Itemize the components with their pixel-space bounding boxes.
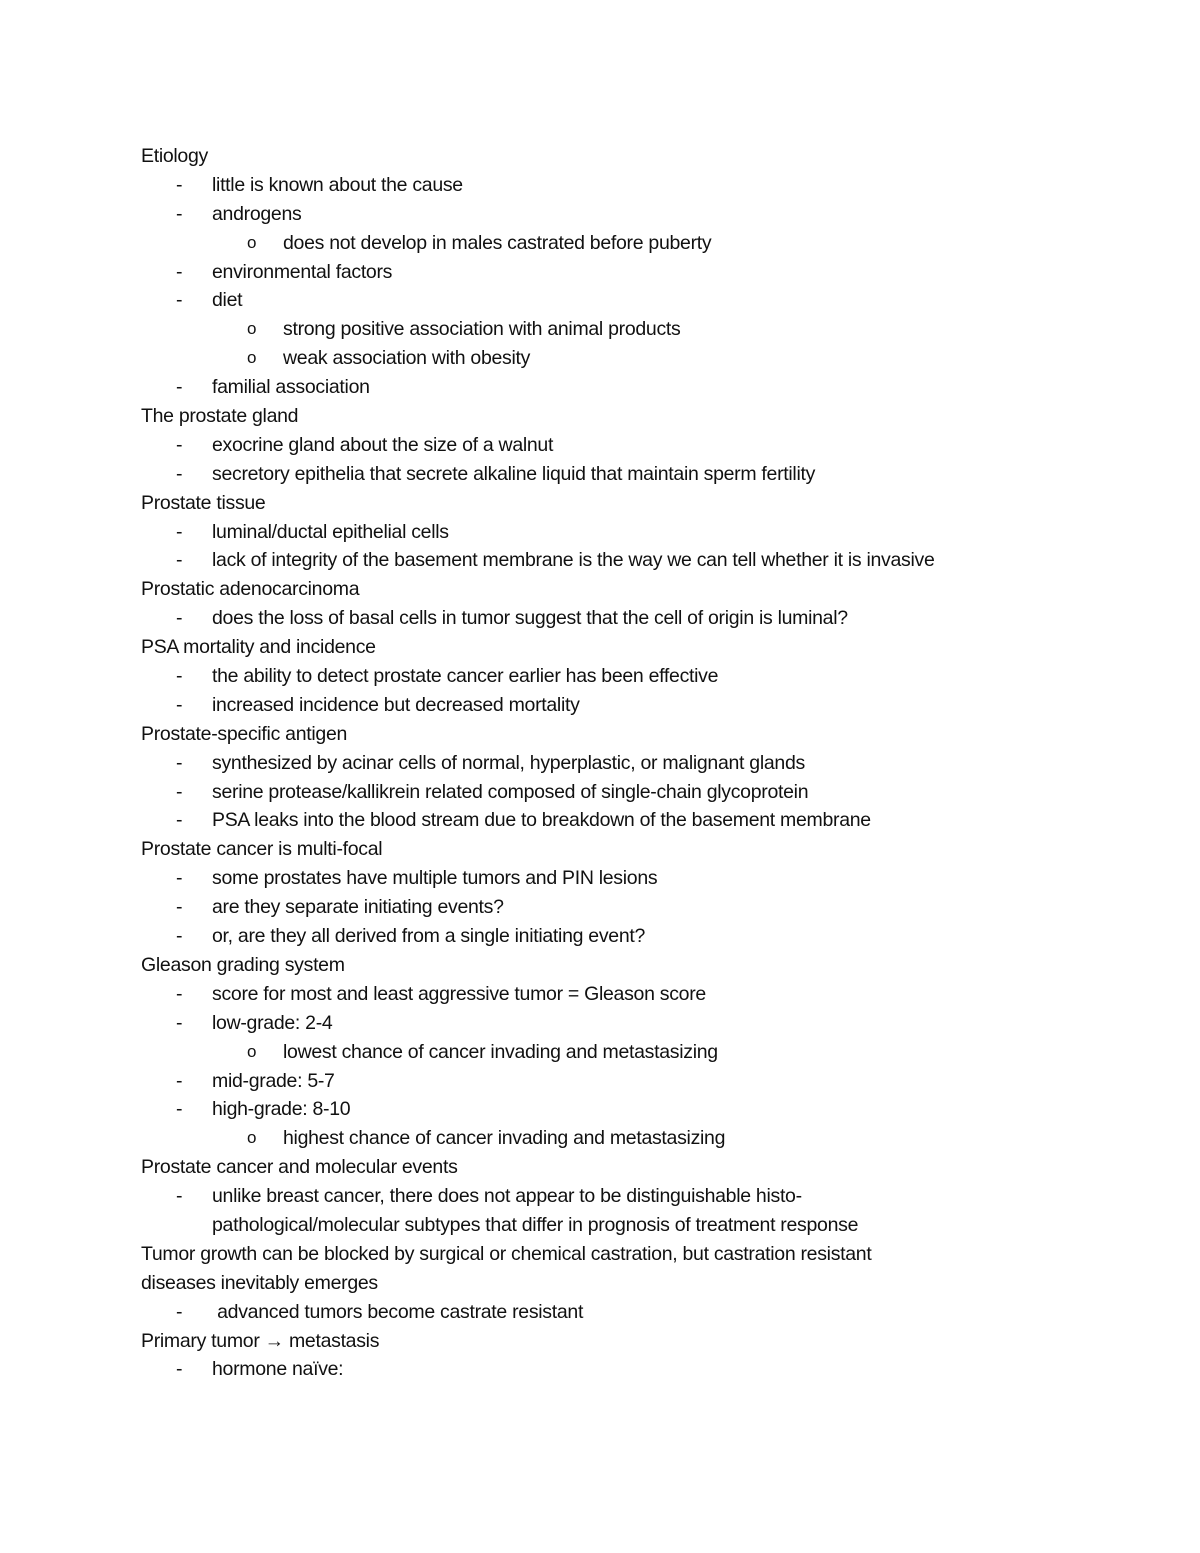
dash-bullet-icon: - — [176, 925, 183, 948]
line-text: Etiology — [141, 145, 208, 167]
circle-bullet-icon: o — [247, 1041, 257, 1061]
section-heading — [141, 1153, 1141, 1182]
bullet-item — [141, 431, 1141, 460]
dash-bullet-icon: - — [176, 780, 183, 803]
dash-bullet-icon: - — [176, 809, 183, 832]
section-heading — [141, 720, 1141, 749]
line-text: Prostatic adenocarcinoma — [141, 578, 360, 601]
bullet-item — [141, 373, 1141, 402]
section-heading — [141, 1269, 1141, 1298]
bullet-item — [141, 893, 1141, 922]
line-text: strong positive association with animal products — [283, 318, 681, 341]
line-text: PSA leaks into the blood stream due to breakdown of the basement membrane — [212, 809, 871, 832]
section-heading — [141, 951, 1141, 980]
dash-bullet-icon: - — [176, 289, 183, 312]
bullet-item — [141, 258, 1141, 287]
line-text: advanced tumors become castrate resistant — [212, 1300, 584, 1323]
line-text: mid-grade: 5-7 — [212, 1069, 335, 1092]
section-heading — [141, 633, 1141, 662]
line-text: PSA mortality and incidence — [141, 636, 376, 659]
dash-bullet-icon: - — [176, 867, 183, 890]
dash-bullet-icon: - — [176, 1300, 183, 1323]
circle-bullet-icon: o — [247, 232, 257, 252]
sub-bullet-item — [141, 344, 1141, 373]
line-text: Gleason grading system — [141, 953, 345, 976]
line-text: luminal/ductal epithelial cells — [212, 520, 449, 543]
dash-bullet-icon: - — [176, 751, 183, 774]
section-heading — [141, 835, 1141, 864]
bullet-item — [141, 171, 1141, 200]
sub-bullet-item — [141, 1038, 1141, 1067]
line-text: androgens — [212, 202, 302, 225]
line-text: Primary tumor → metastasis — [141, 1329, 380, 1352]
section-heading — [141, 489, 1141, 518]
bullet-item-continuation — [141, 1211, 1141, 1240]
line-text: diet — [212, 289, 243, 312]
sub-bullet-item — [141, 315, 1141, 344]
line-text: serine protease/kallikrein related composed of single-chain glycoprotein — [212, 780, 809, 803]
dash-bullet-icon: - — [176, 1098, 183, 1121]
bullet-item — [141, 1182, 1141, 1211]
dash-bullet-icon: - — [176, 607, 183, 630]
section-heading — [141, 1240, 1141, 1269]
bullet-item — [141, 546, 1141, 575]
dash-bullet-icon: - — [176, 982, 183, 1005]
line-text: Prostate tissue — [141, 491, 266, 514]
line-text: familial association — [212, 376, 370, 399]
bullet-item — [141, 518, 1141, 547]
line-text: low-grade: 2-4 — [212, 1011, 333, 1034]
line-text: does not develop in males castrated before puberty — [283, 231, 712, 254]
line-text: does the loss of basal cells in tumor suggest that the cell of origin is luminal? — [212, 607, 848, 630]
line-text: score for most and least aggressive tumor = Gleason score — [212, 982, 706, 1005]
circle-bullet-icon: o — [247, 319, 257, 339]
dash-bullet-icon: - — [176, 520, 183, 543]
sub-bullet-item — [141, 1124, 1141, 1153]
line-text: Prostate cancer and molecular events — [141, 1156, 458, 1179]
dash-bullet-icon: - — [176, 462, 183, 485]
line-text: environmental factors — [212, 260, 393, 283]
line-text: The prostate gland — [141, 405, 299, 428]
line-text: diseases inevitably emerges — [141, 1271, 378, 1294]
line-text: the ability to detect prostate cancer earlier has been effective — [212, 665, 719, 688]
line-text: Tumor growth can be blocked by surgical or chemical castration, but castration resistant — [141, 1242, 872, 1265]
bullet-item — [141, 980, 1141, 1009]
bullet-item — [141, 691, 1141, 720]
bullet-item — [141, 1009, 1141, 1038]
line-text: unlike breast cancer, there does not appear to be distinguishable histo- — [212, 1185, 802, 1208]
line-text: high-grade: 8-10 — [212, 1098, 351, 1121]
circle-bullet-icon: o — [247, 1128, 257, 1148]
bullet-item — [141, 778, 1141, 807]
dash-bullet-icon: - — [176, 1185, 183, 1208]
sub-bullet-item — [141, 229, 1141, 258]
line-text: Prostate cancer is multi-focal — [141, 838, 383, 861]
line-text: are they separate initiating events? — [212, 896, 504, 919]
circle-bullet-icon: o — [247, 348, 257, 368]
bullet-item — [141, 1095, 1141, 1124]
dash-bullet-icon: - — [176, 1011, 183, 1034]
line-text: little is known about the cause — [212, 173, 463, 196]
dash-bullet-icon: - — [176, 1069, 183, 1092]
line-text: lowest chance of cancer invading and metastasizing — [283, 1040, 718, 1063]
line-text: or, are they all derived from a single initiating event? — [212, 925, 646, 948]
line-text: highest chance of cancer invading and metastasizing — [283, 1127, 726, 1150]
dash-bullet-icon: - — [176, 665, 183, 688]
bullet-item — [141, 200, 1141, 229]
line-text: Prostate-specific antigen — [141, 722, 348, 745]
bullet-item — [141, 806, 1141, 835]
bullet-item — [141, 1355, 1141, 1384]
bullet-item — [141, 1298, 1141, 1327]
dash-bullet-icon: - — [176, 1358, 183, 1381]
section-heading — [141, 575, 1141, 604]
dash-bullet-icon: - — [176, 173, 183, 196]
bullet-item — [141, 604, 1141, 633]
bullet-item — [141, 864, 1141, 893]
dash-bullet-icon: - — [176, 896, 183, 919]
line-text: exocrine gland about the size of a walnut — [212, 433, 554, 456]
line-text: hormone naïve: — [212, 1358, 344, 1381]
document-body — [141, 142, 1141, 1384]
dash-bullet-icon: - — [176, 260, 183, 283]
line-text: pathological/molecular subtypes that differ in prognosis of treatment response — [212, 1213, 859, 1236]
bullet-item — [141, 1067, 1141, 1096]
line-text: lack of integrity of the basement membrane is the way we can tell whether it is invasive — [212, 549, 935, 572]
bullet-item — [141, 460, 1141, 489]
line-text: weak association with obesity — [283, 347, 531, 370]
section-heading — [141, 142, 1141, 171]
dash-bullet-icon: - — [176, 433, 183, 456]
bullet-item — [141, 286, 1141, 315]
bullet-item — [141, 749, 1141, 778]
dash-bullet-icon: - — [176, 693, 183, 716]
section-heading — [141, 1327, 1141, 1356]
bullet-item — [141, 922, 1141, 951]
dash-bullet-icon: - — [176, 549, 183, 572]
line-text: some prostates have multiple tumors and PIN lesions — [212, 867, 658, 890]
dash-bullet-icon: - — [176, 202, 183, 225]
line-text: increased incidence but decreased mortality — [212, 693, 580, 716]
line-text: synthesized by acinar cells of normal, hyperplastic, or malignant glands — [212, 751, 805, 774]
section-heading — [141, 402, 1141, 431]
line-text: secretory epithelia that secrete alkaline liquid that maintain sperm fertility — [212, 462, 816, 485]
bullet-item — [141, 662, 1141, 691]
dash-bullet-icon: - — [176, 376, 183, 399]
